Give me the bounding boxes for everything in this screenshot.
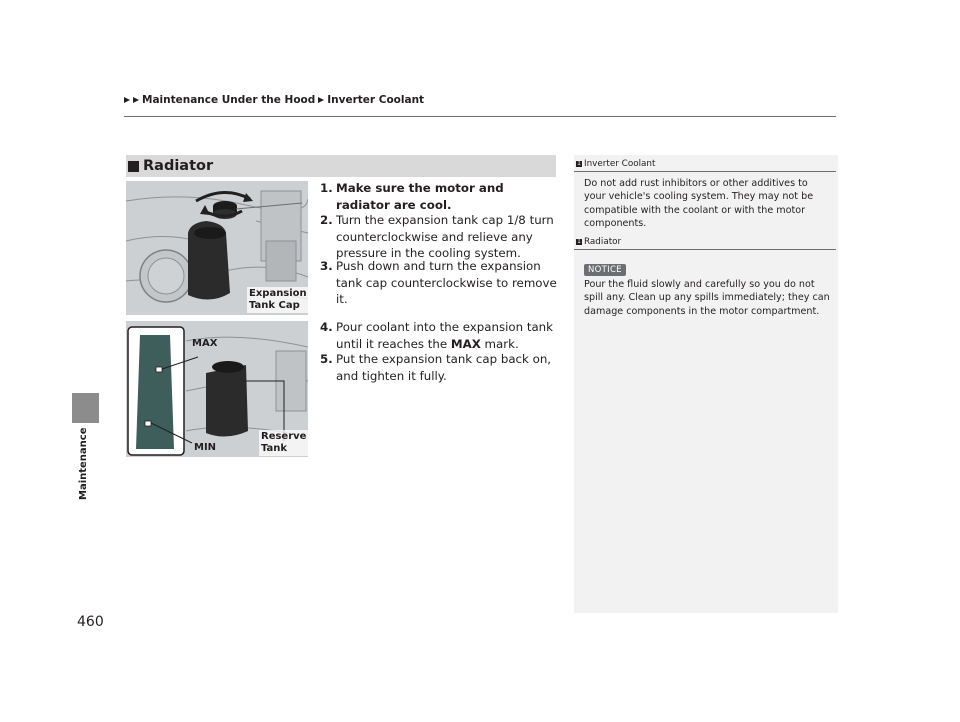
page-number: 460 [77,614,104,630]
note-radiator [574,237,836,318]
step-text [336,319,558,352]
step-number: 4. [320,320,333,334]
reserve-tank-callout [259,430,308,456]
step-text: Turn the expansion tank cap 1/8 turn counterclockwise and relieve any pressure in the cooling system. [336,213,554,261]
note-divider [574,171,836,172]
callout-line: Expansion [249,288,307,299]
note-header [574,237,836,247]
note-text: Pour the fluid slowly and carefully so you do not spill any. Clean up any spills immediately; they can damage components in the motor compartment. [584,279,830,317]
note-header [574,159,836,169]
step-number: 1. [320,181,333,195]
breadcrumb-level1[interactable]: Maintenance Under the Hood [142,94,316,106]
note-title[interactable]: Radiator [584,237,622,247]
reserve-tank-illustration [126,321,308,457]
max-mark-label: MAX [192,338,218,349]
notice-wrap [584,257,836,276]
breadcrumb-arrow-icon [124,97,130,103]
breadcrumb-arrow-icon [318,97,324,103]
header-divider [124,116,836,117]
callout-line: Tank [261,443,288,454]
step-1 [320,180,558,213]
note-reference-icon: 1 [577,238,581,245]
breadcrumb-arrow-icon [133,97,139,103]
section-title: Radiator [143,158,214,174]
step-number: 2. [320,213,333,227]
section-bullet-icon [128,161,139,172]
chapter-tab-label: Maintenance [78,427,89,500]
step-3 [320,258,558,308]
step-number: 5. [320,352,333,366]
expansion-tank-cap-illustration [126,181,308,315]
note-inverter-coolant [574,159,836,231]
step-number: 3. [320,259,333,273]
max-mark-reference: MAX [450,336,481,351]
step-4 [320,319,558,352]
step-5 [320,351,558,384]
step-2 [320,212,558,262]
callout-line: Tank Cap [249,300,300,311]
note-reference-icon: 1 [577,160,581,167]
breadcrumb-level2[interactable]: Inverter Coolant [327,94,425,106]
min-mark-label: MIN [194,442,217,453]
notes-column [574,155,838,613]
expansion-tank-cap-callout [247,287,308,313]
section-header [126,155,556,177]
notice-badge: NOTICE [584,264,626,276]
step-text-part: Pour coolant into the expansion tank until it reaches the [336,320,553,351]
breadcrumb [124,94,424,106]
step-text-part: mark. [480,336,519,351]
step-text: Put the expansion tank cap back on, and tighten it fully. [336,352,552,383]
callout-line: Reserve [261,431,307,442]
step-text: Push down and turn the expansion tank cap counterclockwise to remove it. [336,259,557,307]
note-text: Do not add rust inhibitors or other additives to your vehicle's cooling system. They may not be compatible with the coolant or with the motor components. [584,178,814,230]
chapter-tab-marker [72,393,99,423]
step-text: Make sure the motor and radiator are cool. [336,181,504,212]
note-divider [574,249,836,250]
note-title[interactable]: Inverter Coolant [584,159,656,169]
